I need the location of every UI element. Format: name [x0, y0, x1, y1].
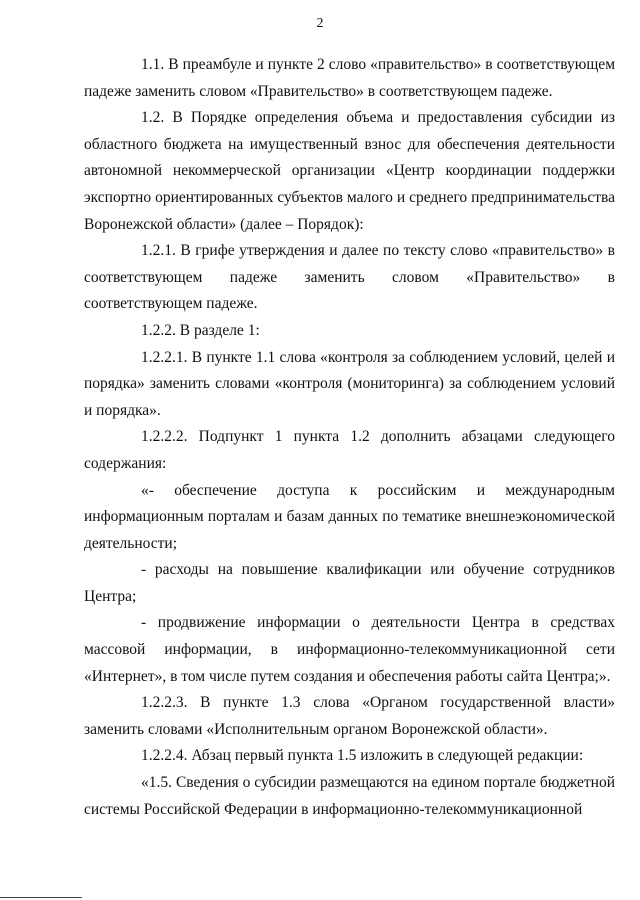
- list-item-media: - продвижение информации о деятельности Центра в средствах массовой информации, в информационно-телекоммуникационной сети «Интернет», в том числе путем создания и обеспечения работы сайта Центра;».: [84, 614, 615, 685]
- paragraph-1-2: 1.2. В Порядке определения объема и предоставления субсидии из областного бюджета на имущественный взнос для обеспечения деятельности автономной некоммерческой организации «Центр координации поддержки экспортно ориентированных субъектов малого и среднего предпринимательства Воронежской области» (далее – Порядок):: [84, 109, 615, 233]
- paragraph-1-2-2-3: 1.2.2.3. В пункте 1.3 слова «Органом государственной власти» заменить словами «Исполнительным органом Воронежской области».: [84, 694, 615, 738]
- paragraph-1-1: 1.1. В преамбуле и пункте 2 слово «правительство» в соответствующем падеже заменить словом «Правительство» в соответствующем падеже.: [84, 56, 615, 100]
- page-number: 2: [316, 16, 324, 31]
- list-item-portals: «- обеспечение доступа к российским и международным информационным порталам и базам данных по тематике внешнеэкономической деятельности;: [84, 481, 615, 552]
- list-item-training: - расходы на повышение квалификации или обучение сотрудников Центра;: [84, 561, 615, 605]
- paragraph-1-2-2-1: 1.2.2.1. В пункте 1.1 слова «контроля за соблюдением условий, целей и порядка» заменить словами «контроля (мониторинга) за соблюдением условий и порядка».: [84, 348, 615, 419]
- document-body: [84, 52, 615, 823]
- paragraph-1-2-1: 1.2.1. В грифе утверждения и далее по тексту слово «правительство» в соответствующем падеже заменить словом «Правительство» в соответствующем падеже.: [84, 242, 615, 313]
- paragraph-1-2-2: 1.2.2. В разделе 1:: [141, 321, 260, 339]
- paragraph-1-2-2-4: 1.2.2.4. Абзац первый пункта 1.5 изложить в следующей редакции:: [141, 747, 584, 765]
- paragraph-1-5-quote: «1.5. Сведения о субсидии размещаются на едином портале бюджетной системы Российской Федерации в информационно-телекоммуникационной: [84, 774, 615, 818]
- paragraph-1-2-2-2: 1.2.2.2. Подпункт 1 пункта 1.2 дополнить абзацами следующего содержания:: [84, 428, 615, 472]
- footnote-divider: [0, 897, 82, 898]
